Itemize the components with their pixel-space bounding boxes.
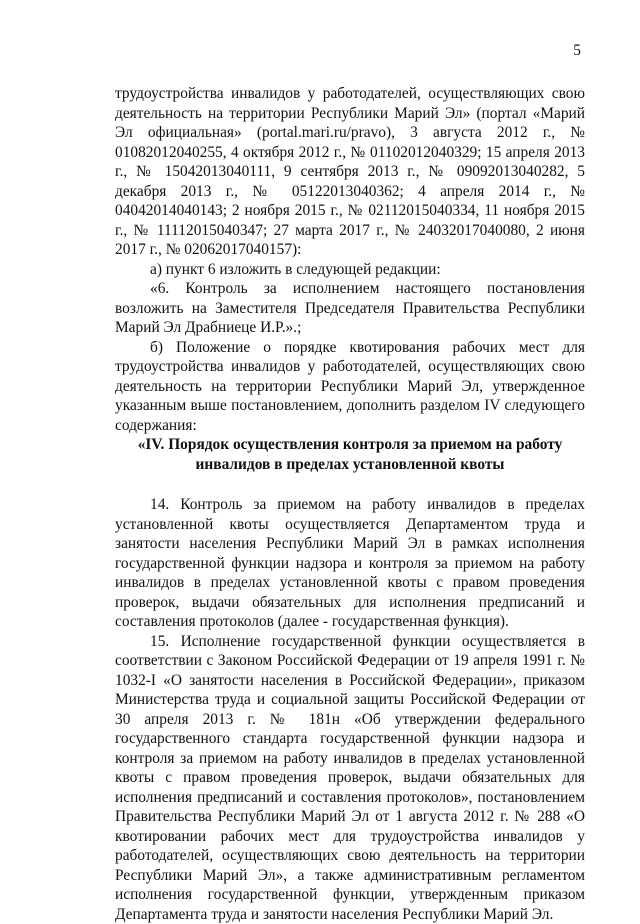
paragraph-item-a: а) пункт 6 изложить в следующей редакции: — [115, 260, 585, 280]
paragraph-quote-6: «6. Контроль за исполнением настоящего постановления возложить на Заместителя Председателя Правительства Республики Марий Эл Драбниеце И.Р.».; — [115, 279, 585, 338]
page-number: 5 — [573, 41, 581, 61]
paragraph-15: 15. Исполнение государственной функции осуществляется в соответствии с Законом Российской Федерации от 19 апреля 1991 г. № 1032-I «О занятости населения в Российской Федерации», приказом Министерства труда и социальной защиты Российской Федерации от 30 апреля 2013 г. № 181н «Об утверждении федерального государственного стандарта государственной функции надзора и контроля за приемом на работу инвалидов в пределах установленной квоты с правом проведения проверок, выдачи обязательных для исполнения предписаний и составления протоколов», постановлением Правительства Республики Марий Эл от 1 августа 2012 г. № 288 «О квотировании рабочих мест для трудоустройства инвалидов у работодателей, осуществляющих свою деятельность на территории Республики Марий Эл», а также административным регламентом исполнения государственной функции, утвержденным приказом Департамента труда и занятости населения Республики Марий Эл. — [115, 632, 585, 924]
spacer — [115, 474, 585, 495]
section-heading: «IV. Порядок осуществления контроля за приемом на работу инвалидов в пределах установленной квоты — [115, 435, 585, 474]
paragraph-item-b: б) Положение о порядке квотирования рабочих мест для трудоустройства инвалидов у работодателей, осуществляющих свою деятельность на территории Республики Марий Эл, утвержденное указанным выше постановлением, дополнить разделом IV следующего содержания: — [115, 338, 585, 436]
paragraph-14: 14. Контроль за приемом на работу инвалидов в пределах установленной квоты осуществляется Департаментом труда и занятости населения Республики Марий Эл в рамках исполнения государственной функции надзора и контроля за приемом на работу инвалидов в пределах установленной квоты с правом проведения проверок, выдачи обязательных для исполнения предписаний и составления протоколов (далее - государственная функция). — [115, 495, 585, 632]
paragraph-intro: трудоустройства инвалидов у работодателей, осуществляющих свою деятельность на территории Республики Марий Эл» (портал «Марий Эл официальная» (portal.mari.ru/pravo), 3 августа 2012 г., № 01082012040255, 4 октября 2012 г., № 01102012040329; 15 апреля 2013 г., № 15042013040111, 9 сентября 2013 г., № 09092013040282, 5 декабря 2013 г., № 05122013040362; 4 апреля 2014 г., № 04042014040143; 2 ноября 2015 г., № 02112015040334, 11 ноября 2015 г., № 11112015040347; 27 марта 2017 г., № 24032017040080, 2 июня 2017 г., № 02062017040157): — [115, 84, 585, 260]
document-body — [115, 84, 585, 924]
